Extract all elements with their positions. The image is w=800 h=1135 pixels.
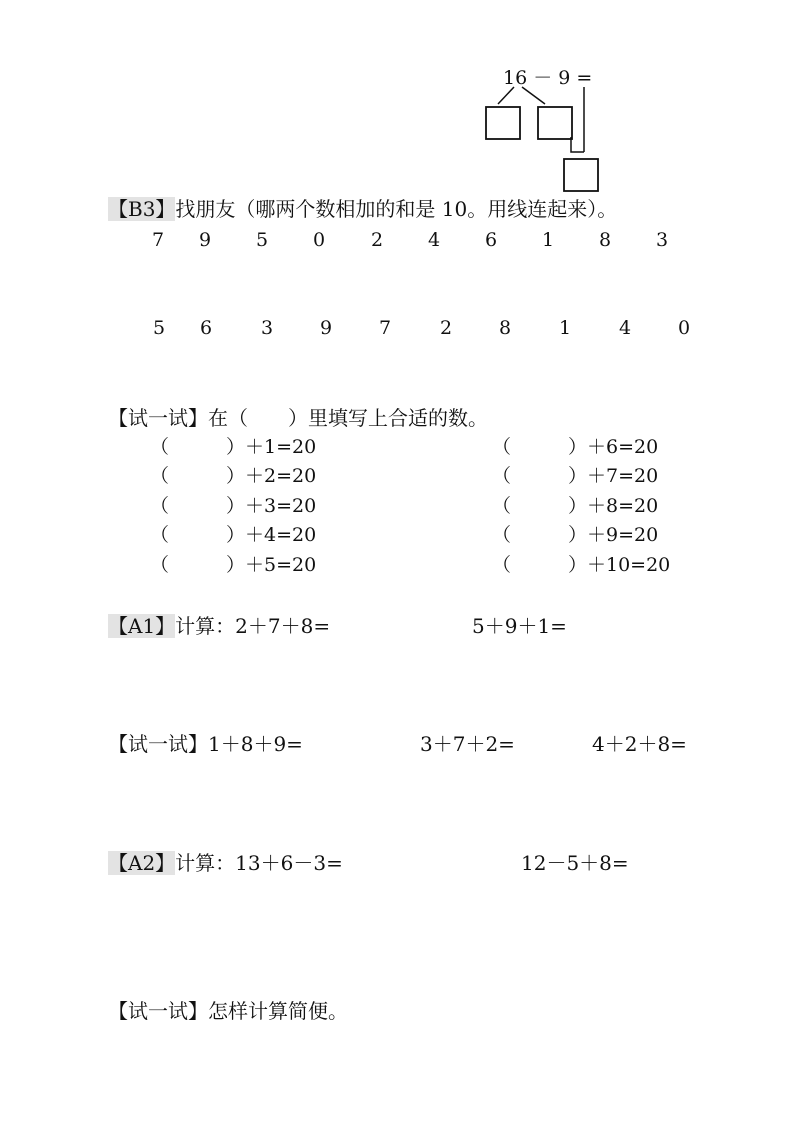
fill-blank-equation: （ ）＋7=20: [492, 465, 659, 487]
a1-expression-2: 5＋9＋1=: [472, 614, 567, 638]
number-item: 4: [618, 317, 632, 339]
fill-blank-equation: （ ）＋5=20: [150, 554, 317, 576]
a1-expression-1: 2＋7＋8=: [235, 614, 331, 638]
answer-box-middle: [538, 107, 572, 139]
number-item: 3: [260, 317, 274, 339]
try2-expression-3: 4＋2＋8=: [592, 732, 687, 756]
a2-heading: [108, 850, 343, 876]
number-item: 9: [198, 229, 212, 251]
b3-heading: [108, 196, 617, 222]
number-item: 6: [484, 229, 498, 251]
number-item: 5: [152, 317, 166, 339]
number-item: 7: [151, 229, 165, 251]
b3-tag: 【B3】: [108, 197, 176, 221]
split-line-left: [498, 87, 514, 104]
fill-blank-equation: （ ）＋6=20: [492, 436, 659, 458]
decomposition-diagram: [470, 62, 640, 197]
answer-box-bottom: [564, 159, 598, 191]
answer-box-left: [486, 107, 520, 139]
a1-tag: 【A1】: [108, 614, 176, 638]
try1-tag: 【试一试】: [108, 406, 208, 430]
number-item: 4: [427, 229, 441, 251]
try3-tag: 【试一试】: [108, 999, 208, 1023]
number-item: 7: [378, 317, 392, 339]
number-item: 3: [655, 229, 669, 251]
number-item: 0: [677, 317, 691, 339]
fill-blank-equation: （ ）＋3=20: [150, 495, 317, 517]
number-item: 2: [439, 317, 453, 339]
try2-heading: [108, 731, 303, 757]
fill-blank-equation: （ ）＋10=20: [492, 554, 671, 576]
fill-blank-equation: （ ）＋2=20: [150, 465, 317, 487]
number-item: 1: [558, 317, 572, 339]
try3-instruction: 怎样计算简便。: [208, 999, 348, 1023]
link-line-middle: [571, 137, 584, 152]
try1-heading: [108, 405, 488, 431]
fill-blank-equation: （ ）＋1=20: [150, 436, 317, 458]
a2-tag: 【A2】: [108, 851, 176, 875]
fill-blank-equation: （ ）＋8=20: [492, 495, 659, 517]
fill-blank-equation: （ ）＋4=20: [150, 524, 317, 546]
number-item: 8: [498, 317, 512, 339]
split-line-right: [522, 87, 545, 104]
number-item: 2: [370, 229, 384, 251]
try2-tag: 【试一试】: [108, 732, 208, 756]
number-item: 9: [319, 317, 333, 339]
try1-instruction: 在（ ）里填写上合适的数。: [208, 406, 488, 430]
try2-expression-1: 1＋8＋9=: [208, 732, 303, 756]
fill-blank-equation: （ ）＋9=20: [492, 524, 659, 546]
number-item: 5: [255, 229, 269, 251]
number-item: 8: [598, 229, 612, 251]
try2-expression-2: 3＋7＋2=: [420, 732, 515, 756]
a2-expression-2: 12－5＋8=: [521, 851, 629, 875]
number-item: 0: [312, 229, 326, 251]
a1-heading: [108, 613, 330, 639]
b3-instruction: 找朋友（哪两个数相加的和是 10。用线连起来）。: [175, 197, 618, 221]
number-item: 1: [541, 229, 555, 251]
decomposition-expression: 16 － 9 =: [503, 67, 593, 89]
a2-expression-1: 13＋6－3=: [235, 851, 343, 875]
a2-label: 计算：: [175, 851, 236, 875]
a1-label: 计算：: [175, 614, 236, 638]
try3-heading: [108, 998, 348, 1024]
number-item: 6: [199, 317, 213, 339]
